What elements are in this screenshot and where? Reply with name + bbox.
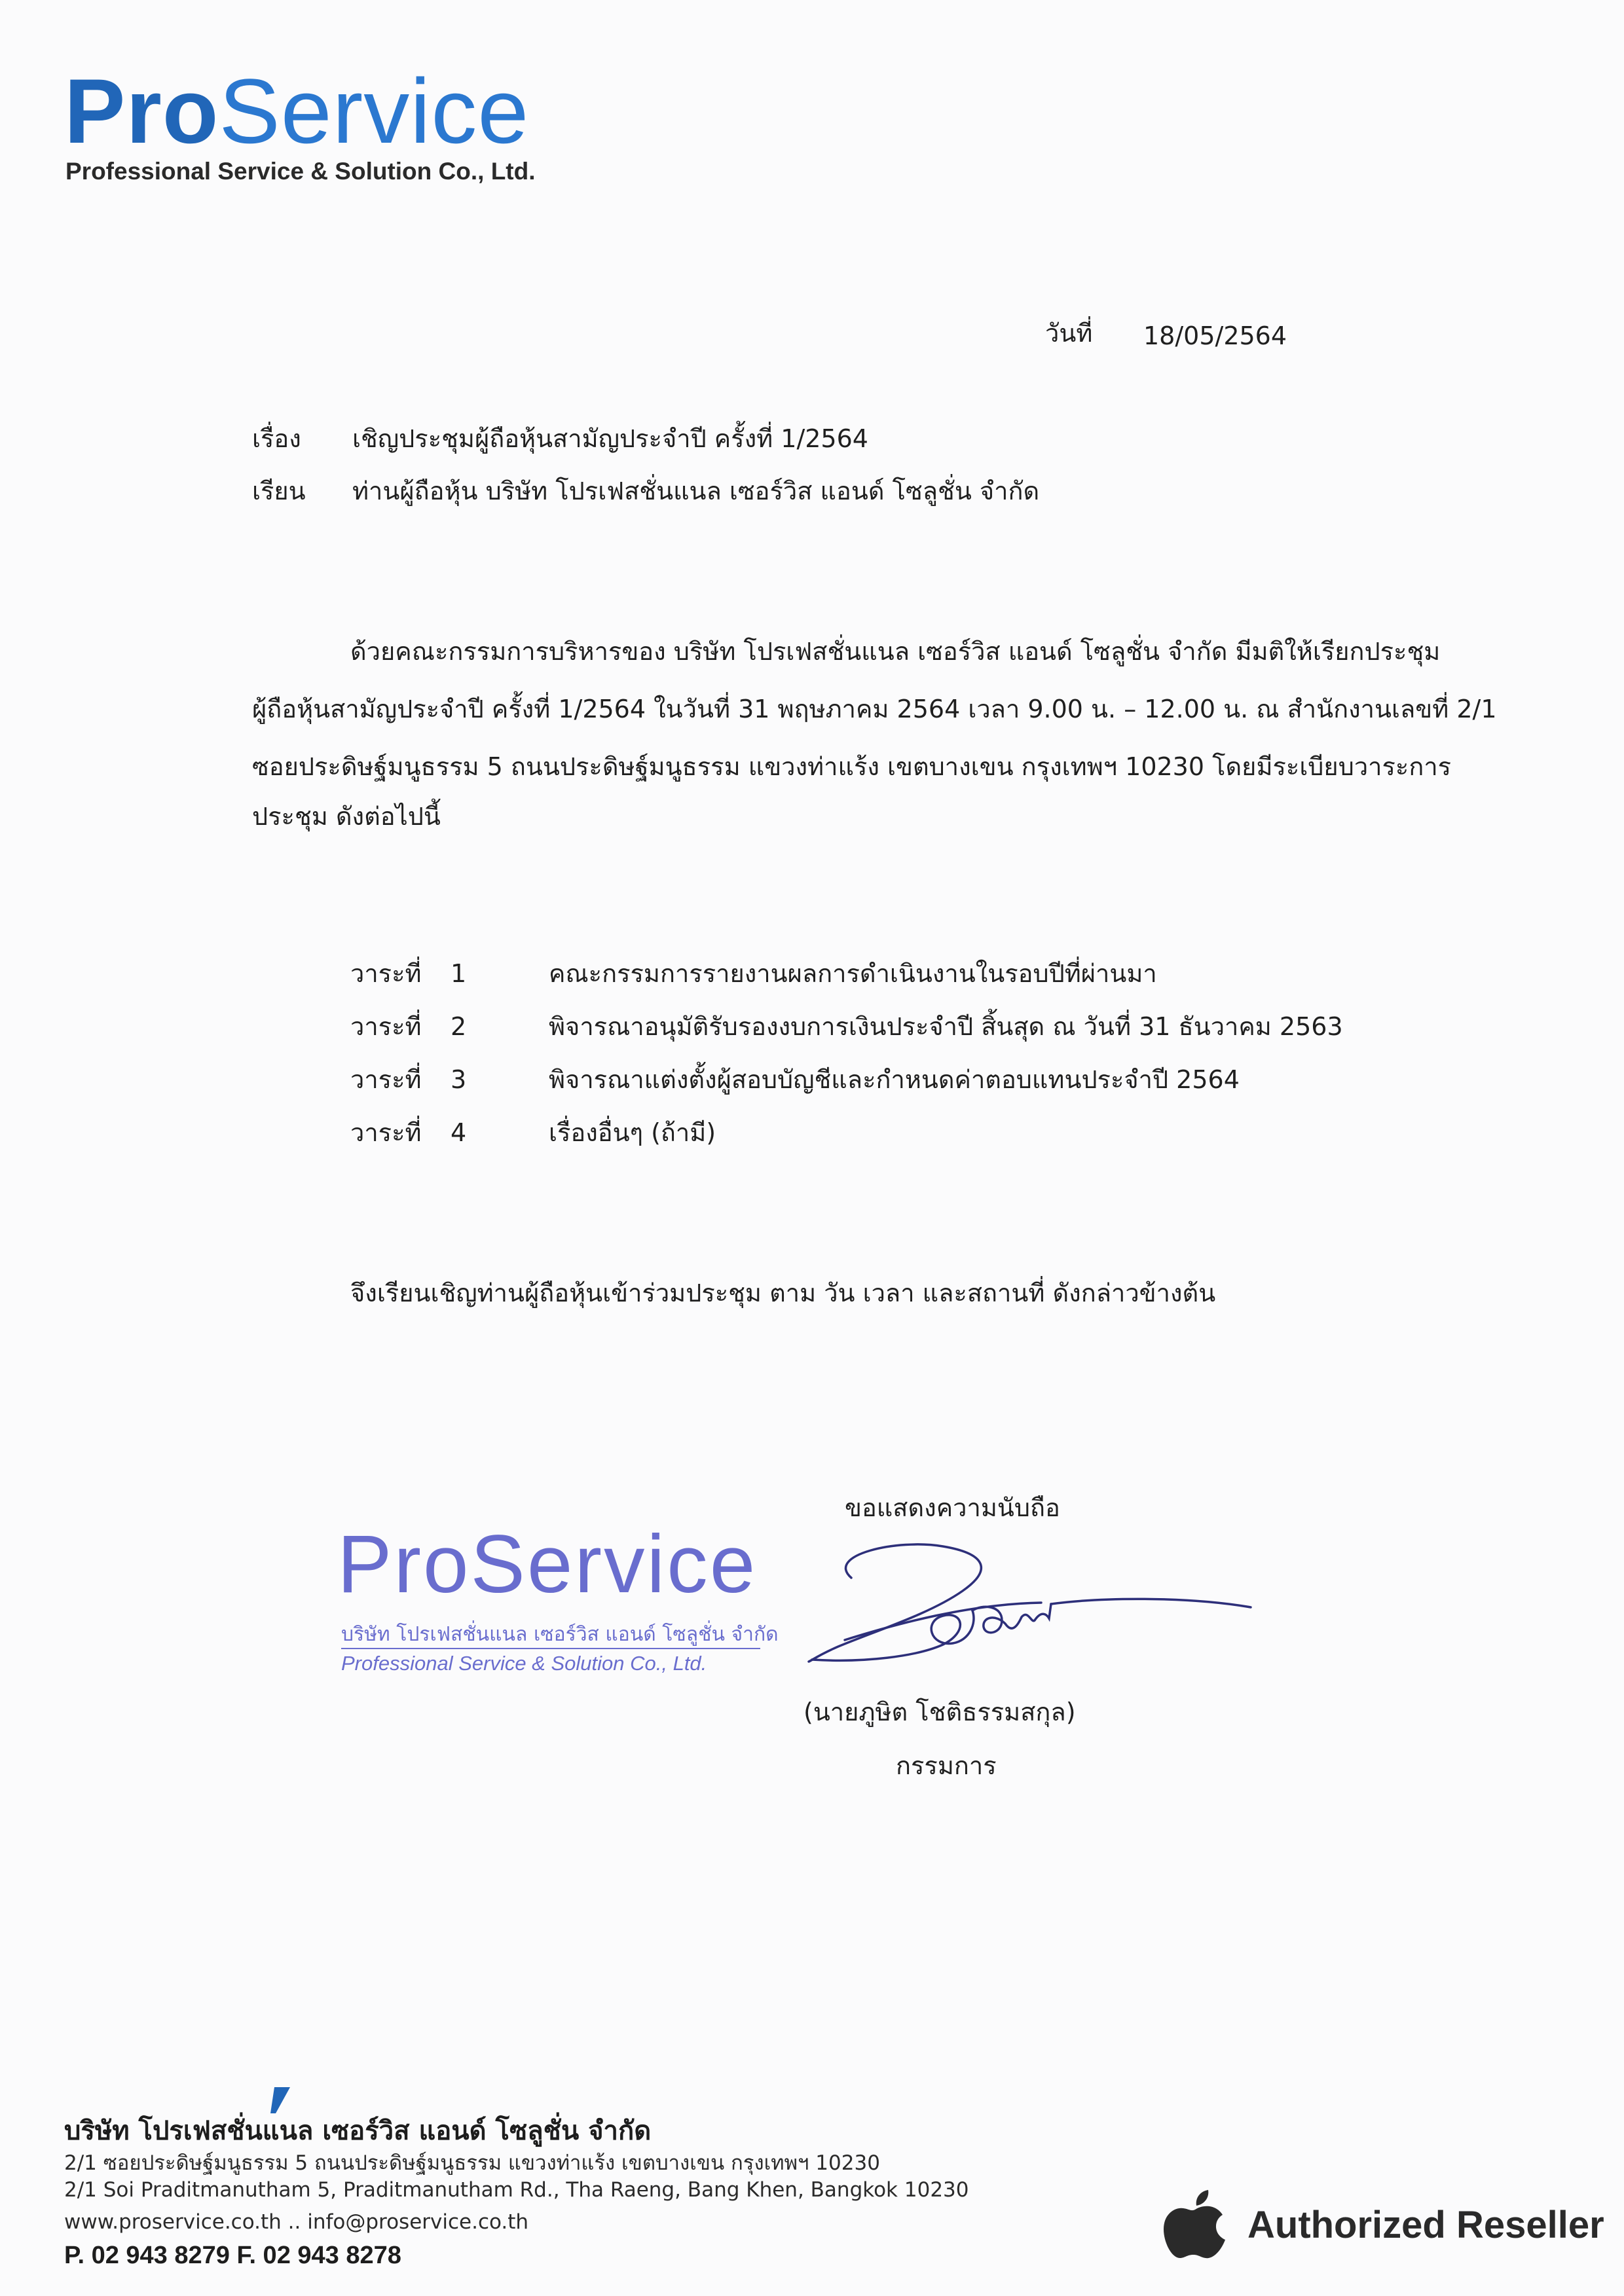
company-logo <box>64 62 575 193</box>
stamp-english-name: Professional Service & Solution Co., Ltd. <box>341 1652 707 1675</box>
agenda-label: วาระที่ <box>350 1012 422 1041</box>
agenda-label: วาระที่ <box>350 1118 422 1147</box>
agenda-label: วาระที่ <box>350 959 422 988</box>
signatory-title: กรรมการ <box>896 1751 997 1780</box>
agenda-list <box>350 957 1398 1167</box>
agenda-number: 4 <box>451 1118 467 1147</box>
recipient-text: ท่านผู้ถือหุ้น บริษัท โปรเฟสชั่นแนล เซอร์วิส แอนด์ โซลูชั่น จำกัด <box>352 477 1040 505</box>
stamp-wordmark: ProService <box>337 1519 758 1610</box>
footer-address-thai: 2/1 ซอยประดิษฐ์มนูธรรม 5 ถนนประดิษฐ์มนูธรรม แขวงท่าแร้ง เขตบางเขน กรุงเทพฯ 10230 <box>64 2151 880 2175</box>
subject-text: เชิญประชุมผู้ถือหุ้นสามัญประจำปี ครั้งที่ 1/2564 <box>352 424 868 453</box>
footer-address-english: 2/1 Soi Praditmanutham 5, Praditmanutham Rd., Tha Raeng, Bang Khen, Bangkok 10230 <box>64 2178 969 2202</box>
stamp-thai-name: บริษัท โปรเฟสชั่นแนล เซอร์วิส แอนด์ โซลูชั่น จำกัด <box>341 1623 779 1646</box>
logo-wordmark <box>64 62 575 160</box>
agenda-number: 2 <box>451 1012 467 1041</box>
signatory-name: (นายภูษิต โชติธรรมสกุล) <box>803 1698 1076 1726</box>
agenda-number: 3 <box>451 1065 467 1094</box>
agenda-text: เรื่องอื่นๆ (ถ้ามี) <box>549 1118 716 1147</box>
date-value: 18/05/2564 <box>1143 321 1287 350</box>
agenda-number: 1 <box>451 959 467 988</box>
logo-service-text: Service <box>219 60 530 162</box>
agenda-label: วาระที่ <box>350 1065 422 1094</box>
logo-pro-text: Pro <box>64 60 219 162</box>
footer-company-name: บริษัท โปรเฟสชั่นแนล เซอร์วิส แอนด์ โซลูชั่น จำกัด <box>64 2116 652 2146</box>
body-line: ด้วยคณะกรรมการบริหารของ บริษัท โปรเฟสชั่นแนล เซอร์วิส แอนด์ โซลูชั่น จำกัด มีมติให้เรียกประชุม <box>350 637 1441 666</box>
closing-text: จึงเรียนเชิญท่านผู้ถือหุ้นเข้าร่วมประชุม ตาม วัน เวลา และสถานที่ ดังกล่าวข้างต้น <box>350 1279 1216 1307</box>
agenda-text: คณะกรรมการรายงานผลการดำเนินงานในรอบปีที่ผ่านมา <box>549 959 1157 988</box>
handwritten-signature <box>805 1532 1264 1683</box>
body-line: ผู้ถือหุ้นสามัญประจำปี ครั้งที่ 1/2564 ในวันที่ 31 พฤษภาคม 2564 เวลา 9.00 น. – 12.00 น. ณ สำนักงานเลขที่ 2/1 <box>252 695 1497 723</box>
agenda-text: พิจารณาแต่งตั้งผู้สอบบัญชีและกำหนดค่าตอบแทนประจำปี 2564 <box>549 1065 1240 1094</box>
company-stamp <box>337 1519 809 1692</box>
authorized-reseller-badge <box>1162 2190 1604 2262</box>
subject-label: เรื่อง <box>252 424 301 453</box>
footer-phones: P. 02 943 8279 F. 02 943 8278 <box>64 2242 401 2269</box>
authorized-reseller-text: Authorized Reseller <box>1247 2204 1604 2246</box>
date-label: วันที่ <box>1045 319 1093 348</box>
apple-logo-icon <box>1162 2190 1228 2262</box>
stamp-divider <box>341 1648 760 1649</box>
signoff-text: ขอแสดงความนับถือ <box>845 1493 1060 1522</box>
company-english-name: Professional Service & Solution Co., Ltd. <box>65 158 536 185</box>
footer-web-email: www.proservice.co.th .. info@proservice.co.th <box>64 2210 529 2234</box>
recipient-label: เรียน <box>252 477 306 505</box>
body-line: ประชุม ดังต่อไปนี้ <box>252 802 441 831</box>
body-line: ซอยประดิษฐ์มนูธรรม 5 ถนนประดิษฐ์มนูธรรม แขวงท่าแร้ง เขตบางเขน กรุงเทพฯ 10230 โดยมีระเบียบวาระการ <box>252 752 1452 781</box>
agenda-text: พิจารณาอนุมัติรับรองงบการเงินประจำปี สิ้นสุด ณ วันที่ 31 ธันวาคม 2563 <box>549 1012 1343 1041</box>
